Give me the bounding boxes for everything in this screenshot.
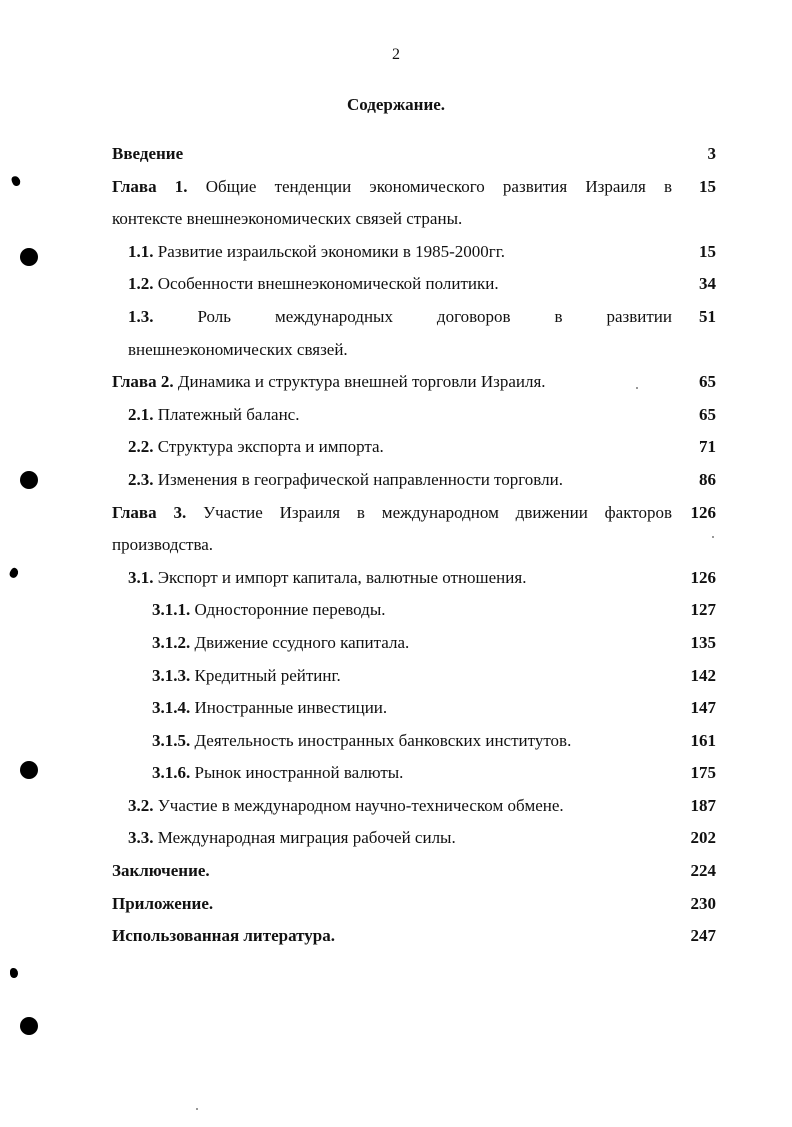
entry-number: 3.1.6. [152,763,191,783]
binder-hole [20,1017,38,1035]
scan-dust [636,387,638,389]
entry-title: Движение ссудного капитала. [190,632,410,652]
toc-entry-3-1-6[interactable] [112,757,716,790]
entry-page: 15 [699,241,716,261]
toc-entry-introduction[interactable] [112,138,716,171]
toc-entry-3-2[interactable] [112,790,716,823]
entry-page: 65 [699,372,716,392]
entry-number: 3.2. [128,795,154,815]
entry-number: Глава 2. [112,372,174,392]
entry-number: 1.3. [128,306,154,326]
entry-number: 3.1.3. [152,665,191,685]
binder-hole [20,471,38,489]
entry-page: 135 [690,632,716,652]
toc-entry-3-1-2[interactable] [112,627,716,660]
entry-title-continued: производства. [112,535,214,555]
entry-number: 2.1. [128,404,154,424]
toc-entry-appendix[interactable] [112,888,716,921]
entry-number: 3.1.2. [152,632,191,652]
toc-entry-chapter-3[interactable] [112,497,716,562]
entry-page: 3 [707,144,716,163]
entry-number: 1.1. [128,241,154,261]
entry-page: 142 [690,665,716,685]
entry-page: 224 [690,861,716,881]
entry-title-continued: внешнеэкономических связей. [128,339,348,359]
toc-entry-3-3[interactable] [112,822,716,855]
entry-page: 161 [690,730,716,750]
entry-number: 3.1.4. [152,698,191,718]
toc-entry-3-1-1[interactable] [112,594,716,627]
binder-hole [20,248,38,266]
entry-number: 3.1. [128,567,154,587]
entry-page: 175 [690,763,716,783]
toc-entry-bibliography[interactable] [112,920,716,953]
entry-title: Роль международных договоров в развитии [153,306,672,326]
entry-page: 187 [690,795,716,815]
binder-hole [20,761,38,779]
entry-title: Односторонние переводы. [190,600,386,620]
entry-title: Участие Израиля в международном движении факторов [186,502,672,522]
entry-title: Развитие израильской экономики в 1985-2000гг. [153,241,506,261]
toc-entry-2-1[interactable] [112,399,716,432]
toc-entry-1-3[interactable] [112,301,716,366]
scan-speck [10,968,18,978]
toc-entry-3-1-5[interactable] [112,725,716,758]
entry-label: Заключение. [112,861,210,881]
entry-number: 1.2. [128,274,154,294]
entry-title: Особенности внешнеэкономической политики. [153,274,499,294]
entry-title: Международная миграция рабочей силы. [153,828,456,848]
toc-entry-chapter-1[interactable] [112,171,716,236]
entry-page: 247 [690,926,716,946]
entry-page: 65 [699,404,716,424]
table-of-contents [112,138,716,953]
scan-dust [196,1108,198,1110]
toc-entry-3-1[interactable] [112,562,716,595]
entry-page: 86 [699,469,716,489]
entry-number: 2.3. [128,469,154,489]
toc-entry-1-2[interactable] [112,268,716,301]
entry-page: 127 [690,600,716,620]
entry-title: Рынок иностранной валюты. [190,763,404,783]
entry-page: 126 [690,502,716,522]
entry-label: Использованная литература. [112,926,335,946]
scan-speck [8,567,20,580]
entry-number: Глава 3. [112,502,187,522]
toc-entry-conclusion[interactable] [112,855,716,888]
entry-label: Приложение. [112,893,214,913]
entry-title: Иностранные инвестиции. [190,698,388,718]
entry-label: Введение [112,144,184,163]
entry-page: 202 [690,828,716,848]
entry-number: 3.3. [128,828,154,848]
entry-title: Кредитный рейтинг. [190,665,341,685]
toc-entry-3-1-4[interactable] [112,692,716,725]
toc-entry-2-3[interactable] [112,464,716,497]
entry-page: 51 [699,306,716,326]
entry-title: Структура экспорта и импорта. [153,437,384,457]
entry-title: Динамика и структура внешней торговли Израиля. [173,372,546,392]
toc-entry-2-2[interactable] [112,431,716,464]
entry-number: 3.1.5. [152,730,191,750]
entry-number: 3.1.1. [152,600,191,620]
entry-title: Деятельность иностранных банковских институтов. [190,730,572,750]
toc-title: Содержание. [346,95,446,114]
entry-title: Общие тенденции экономического развития Израиля в [187,176,672,196]
entry-number: 2.2. [128,437,154,457]
entry-title-continued: контексте внешнеэкономических связей страны. [112,209,463,229]
entry-page: 147 [690,698,716,718]
entry-title: Изменения в географической направленности торговли. [153,469,563,489]
page-number: 2 [392,46,400,63]
entry-page: 34 [699,274,716,294]
toc-entry-1-1[interactable] [112,236,716,269]
entry-title: Платежный баланс. [153,404,300,424]
entry-page: 15 [699,176,716,196]
scan-speck [11,175,22,187]
scan-dust [712,536,714,538]
entry-page: 71 [699,437,716,457]
entry-title: Участие в международном научно-техническом обмене. [153,795,564,815]
entry-page: 126 [690,567,716,587]
entry-number: Глава 1. [112,176,188,196]
toc-entry-3-1-3[interactable] [112,660,716,693]
entry-page: 230 [690,893,716,913]
toc-entry-chapter-2[interactable] [112,366,716,399]
entry-title: Экспорт и импорт капитала, валютные отношения. [153,567,527,587]
